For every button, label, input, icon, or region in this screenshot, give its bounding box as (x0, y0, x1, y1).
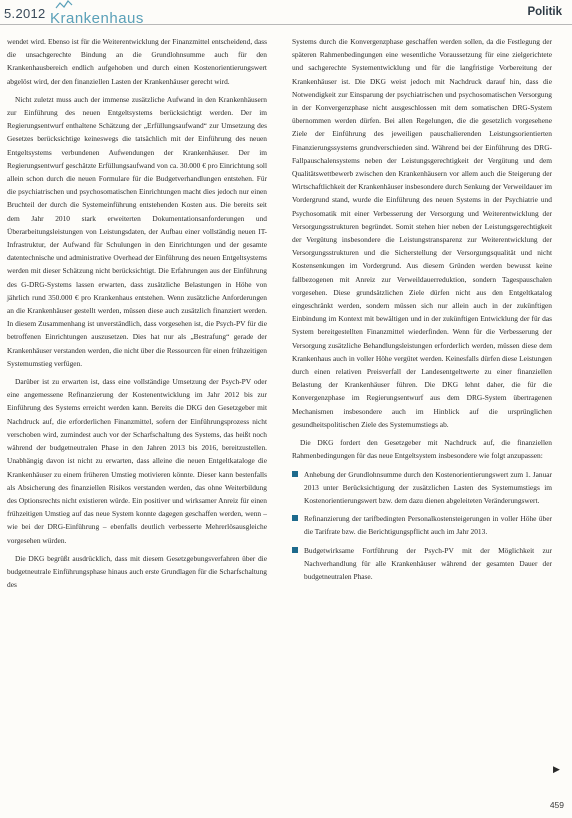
list-item (292, 544, 552, 584)
page-number: 459 (549, 800, 564, 810)
section-title: Politik (527, 6, 562, 18)
list-item (292, 512, 552, 538)
right-column (292, 35, 552, 588)
bullet-square-icon (292, 515, 298, 521)
page-header (0, 0, 572, 30)
list-item (292, 468, 552, 508)
left-column (7, 35, 267, 596)
list-item-text: Budgetwirksame Fortführung der Psych-PV mit der Möglichkeit zur Nachverhandlung für alle Krankenhäuser während der gesamten Dauer der budgetneutralen Phase. (304, 545, 552, 581)
list-item-text: Anhebung der Grundlohnsumme durch den Kostenorientierungswert zum 1. Januar 2013 unter Berücksichtigung der zusätzlichen Lasten des Systemumstiegs im Kostenorientierungswert bzw. dem dazu dienen abgeleiteten Veränderungswert. (304, 469, 552, 505)
demands-list (292, 468, 552, 584)
paragraph: Nicht zuletzt muss auch der immense zusätzliche Aufwand in den Krankenhäusern zur Einführung des neuen Entgeltsystems berücksichtigt werden. Der im Regierungsentwurf enthaltene Schätzung der „Erfüllungsaufwand“ zur Umsetzung des Gesetzes berücksichtige keineswegs die tatsächlich mit der Einführung des neuen Entgeltsystems verbundenen Aufwendungen der Krankenhäuser. Der im Regierungsentwurf geschätzte Erfüllungsaufwand von ca. 30.000 € pro Einrichtung soll allein schon durch die neuen Formulare für die Budgetverhandlungen entstehen. Für die psychiatrischen und psychosomatischen Einrichtungen macht dies jedoch nur einen Bruchteil der durch die Systemeinführung entstehenden Kosten aus. Die bereits seit dem Jahr 2010 stark erweiterten Dokumentationsanforderungen und Überarbeitungsleistungen von Leistungsdaten, der Aufbau einer vollständig neuen IT-Infrastruktur, der Aufwand für Schulungen in den Einrichtungen und der gesamte datentechnische und administrative Overhead der Einführung des neuen Entgeltsystems werden mit dieser Schätzung nicht berücksichtigt. Die Erfahrungen aus der Einführung des G-DRG-Systems lassen erwarten, dass zusätzliche Belastungen in Höhe von jährlich rund 350.000 € pro Krankenhaus entstehen. Wenn zusätzliche Anforderungen an die Krankenhäuser gestellt werden, müssen diese auch zusätzlich finanziert werden. In diesem Zusammenhang ist unverständlich, dass vorgesehen ist, die Psych-PV für die betroffenen Einrichtungen auszusetzen. Dies hat nur als „Bestrafung“ gerade der Krankenhäuser verstanden werden, die nicht über die Ressourcen für einen frühzeitigen Systemumstieg verfügen. (7, 94, 267, 368)
paragraph: Die DKG begrüßt ausdrücklich, dass mit diesem Gesetzgebungsverfahren über die budgetneutrale Einführungsphase hinaus auch erste Grundlagen für die Scharfschaltung des (7, 553, 267, 590)
paragraph: wendet wird. Ebenso ist für die Weiterentwicklung der Finanzmittel entscheidend, dass die unsachgerechte Bindung an die Grundlohnsumme auch für den Krankenhausbereich endlich aufgehoben und durch einen Kostenorientierungswert abgelöst wird, der den finanziellen Lasten der Krankenhäuser gerecht wird. (7, 37, 267, 86)
paragraph: Darüber ist zu erwarten ist, dass eine vollständige Umsetzung der Psych-PV oder eine angemessene Refinanzierung der Kostenentwicklung im Jahr 2012 bis zur Einführung des Systems erreicht werden kann. Bereits die DKG den Gesetzgeber mit Nachdruck auf, die erforderlichen Finanzmittel, sofern der Einführungsprozess nicht verschoben wird, zumindest auch vor der Scharfschaltung des Systems, das heißt noch während der budgetneutralen Phase in den Jahren 2013 bis 2016, bereitzustellen. Unabhängig davon ist nicht zu erwarten, dass alleine die neuen Entgeltkataloge die Krankenhäuser zu einem früheren Umstieg motivieren könnte. Dieser kann bestenfalls als Absicherung des finanziellen Risikos verstanden werden, das ohne Weiterbildung des Optionsrechts nicht existieren würde. Ein positiver und wirksamer Anreiz für einen frühzeitigen Umstieg auf das neue System konnte dagegen geschaffen werden, wenn – wie bei der DRG-Einführung – ebenfalls deutlich verbesserte Mehrerlösausgleiche vorgesehen würden. (7, 377, 267, 545)
paragraph: Die DKG fordert den Gesetzgeber mit Nachdruck auf, die finanziellen Rahmenbedingungen für das neue Entgeltsystem insbesondere wie folgt anzupassen: (292, 438, 552, 461)
issue-number: 5.2012 (4, 6, 46, 21)
magazine-brand: Krankenhaus (50, 10, 144, 27)
paragraph: Systems durch die Konvergenzphase geschaffen werden sollen, da die Festlegung der späteren Rahmenbedingungen eine wesentliche Voraussetzung für eine zielgerichtete und sachgerechte Systementwicklung und für die langfristige Vorbereitung der Krankenhäuser ist. Die DKG weist jedoch mit Nachdruck darauf hin, dass die Notwendigkeit zur Einsparung der psychiatrischen und psychosomatischen Versorgung in der Konvergenzphase nicht ausgeschlossen mit dem somatischen DRG-System übernommen werden dürfen. Bei allen Regelungen, die die gesetzlich vorgesehene Ziele der Einführung des jeweiligen pauschalierenden Leistungsorientierten Finanzierungssystems grundverschieden sind. Während bei der Einführung des DRG-Fallpauschalensystems neben der Leistungsgerechtigkeit der Vergütung und dem Qualitätswettbewerb zwischen den Krankenhäusern vor allem auch die Steigerung der Wirtschaftlichkeit der Krankenhäuser insbesondere durch Senkung der Verweildauer im Vordergrund stand, wurde die Einführung des neuen Systems in der Psychiatrie und Psychosomatik mit einer Verbesserung der Versorgung und Weiterentwicklung der Versorgungsstrukturen begründet. Somit stehen hier neben der Leistungsgerechtigkeit der Vergütung insbesondere die Leistungstransparenz zur Weiterentwicklung der Versorgungsstrukturen und die Sicherstellung der Versorgungsqualität und nicht Kostensenkungen im Vordergrund. Aus diesem Gründen werden bewusst keine fallbezogenen mit Anreiz zur Verweildauerreduktion, sondern Tagespauschalen vorgesehen. Diese grundsätzlichen Ziele dürfen nicht aus den Entgeltkatalog eingeschränkt werden, sondern müssen sich nur allein auch in der zukünftigen Einbindung im Kontext mit bewältigen und in der zukünftigen Entwicklung der für das System bereitgestellten Finanzmittel wiederfinden. Wenn für die Verbesserung der Versorgung zusätzliche Behandlungsleistungen erforderlich werden, müssen diese dem Krankenhaus auch in voller Höhe vergütet werden. Keinesfalls dürfen diese Leistungen durch einen relativen Preisverfall der Landesentgeltwerte zu einer finanziellen Belastung der Krankenhäuser führen. Die DKG lehnt daher, die für die Konvergenzphase im Regierungsentwurf aus dem DRG-System übertragenen Mechanismen insbesondere auch im Hinblick auf die ursprünglichen gesundheitspolitischen Ziele des Systemumstiegs ab. (292, 37, 552, 429)
continue-arrow-icon: ▶ (553, 764, 560, 774)
header-divider (0, 24, 572, 25)
list-item-text: Refinanzierung der tarifbedingten Personalkostensteigerungen in voller Höhe über die Tarifrate bzw. die Berichtigungspflicht auch im Jahr 2013. (304, 514, 552, 537)
brand-logo-icon (55, 0, 73, 9)
bullet-square-icon (292, 471, 298, 477)
bullet-square-icon (292, 547, 298, 553)
